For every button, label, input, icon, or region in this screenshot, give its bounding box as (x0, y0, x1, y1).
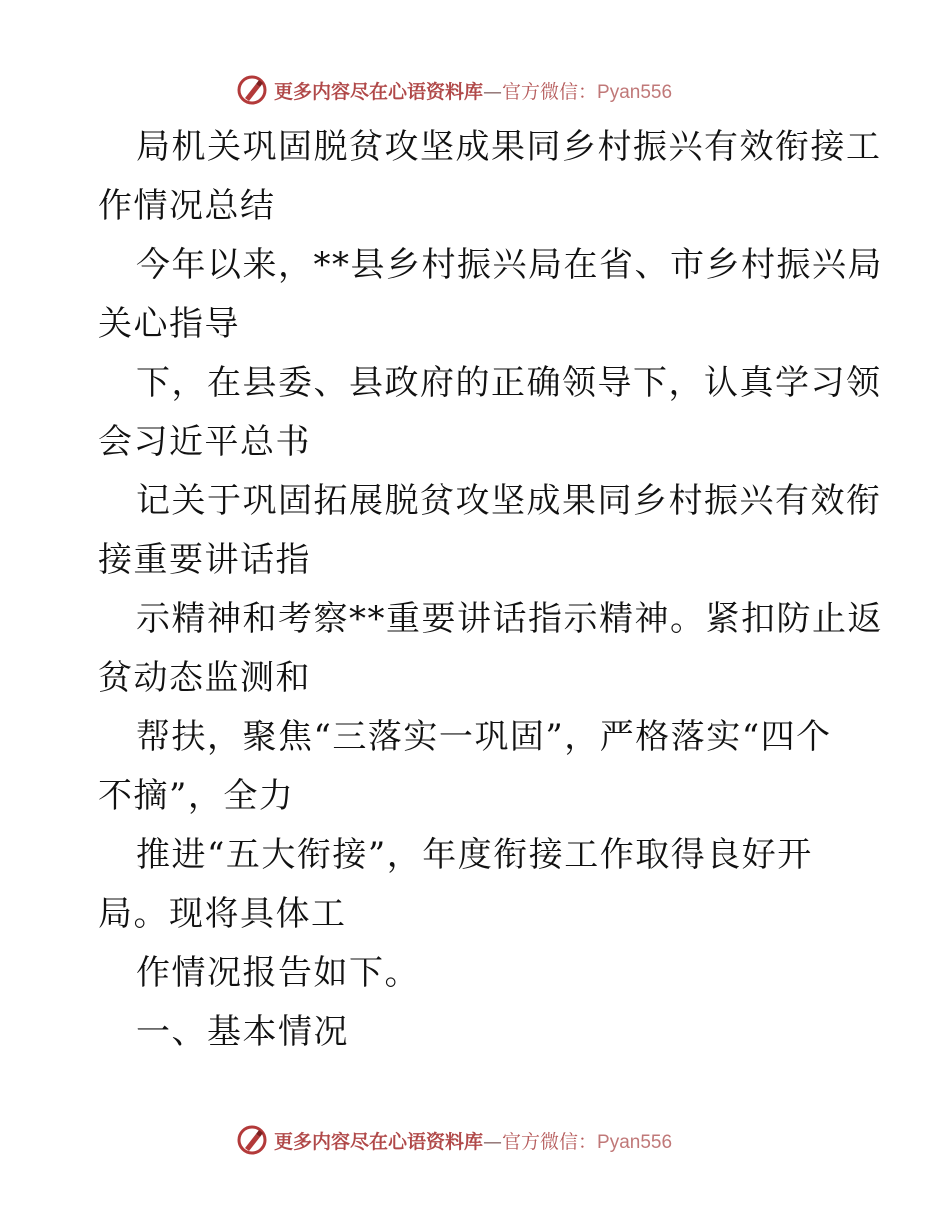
text-line: 关心指导 (98, 304, 240, 344)
text-line: 帮扶，聚焦“三落实一巩固”，严格落实“四个 (136, 717, 832, 757)
text-line: 会习近平总书 (98, 422, 311, 462)
text-line: 今年以来，**县乡村振兴局在省、市乡村振兴局 (136, 245, 883, 285)
watermark-id: Pyan556 (597, 81, 673, 103)
text-line: 示精神和考察**重要讲话指示精神。紧扣防止返 (136, 599, 883, 639)
footer-watermark (236, 1122, 672, 1158)
pen-logo-icon (236, 1124, 268, 1156)
pen-logo-icon (236, 74, 268, 106)
text-line: 局。现将具体工 (98, 894, 347, 934)
text-line: 作情况总结 (98, 186, 276, 226)
header-watermark (236, 72, 672, 108)
text-line: 下，在县委、县政府的正确领导下，认真学习领 (136, 363, 882, 403)
watermark-separator: — (483, 1130, 503, 1153)
watermark-sub: 官方微信： (502, 1130, 598, 1153)
watermark-text (274, 1127, 672, 1154)
text-line: 不摘”，全力 (98, 776, 295, 816)
text-line: 局机关巩固脱贫攻坚成果同乡村振兴有效衔接工 (136, 127, 882, 167)
watermark-text (274, 77, 672, 104)
watermark-main: 更多内容尽在心语资料库 (274, 80, 484, 103)
text-line: 接重要讲话指 (98, 540, 311, 580)
watermark-main: 更多内容尽在心语资料库 (274, 1130, 484, 1153)
section-heading: 一、基本情况 (136, 1012, 349, 1052)
text-line: 推进“五大衔接”，年度衔接工作取得良好开 (136, 835, 813, 875)
text-line: 作情况报告如下。 (136, 953, 420, 993)
watermark-separator: — (483, 80, 503, 103)
text-line: 贫动态监测和 (98, 658, 311, 698)
text-line: 记关于巩固拓展脱贫攻坚成果同乡村振兴有效衔 (136, 481, 882, 521)
document-body (98, 118, 883, 1062)
watermark-id: Pyan556 (597, 1131, 673, 1153)
watermark-sub: 官方微信： (502, 80, 598, 103)
